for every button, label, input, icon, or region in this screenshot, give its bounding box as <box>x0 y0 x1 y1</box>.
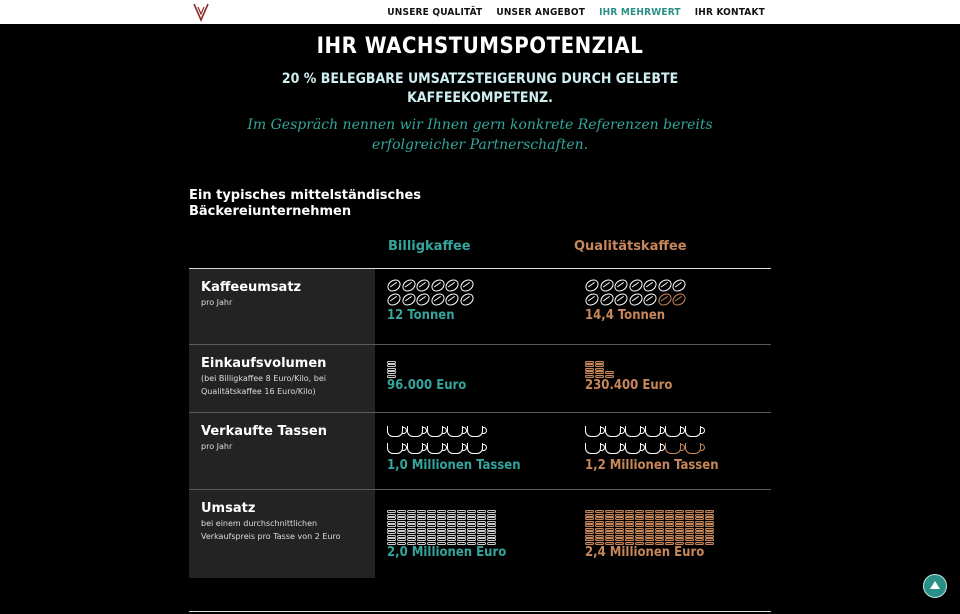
bean-icon <box>598 291 616 308</box>
coin-icon <box>387 364 396 367</box>
table-row <box>189 413 771 490</box>
coin-stack-icon <box>397 510 406 545</box>
coin-icon <box>675 524 684 527</box>
bean-icon <box>458 291 476 308</box>
coin-icon <box>417 531 426 534</box>
coin-icon <box>487 531 496 534</box>
coin-icon <box>665 524 674 527</box>
coin-icon <box>705 510 714 513</box>
coin-icon <box>615 538 624 541</box>
cup-icon <box>387 426 403 437</box>
coin-icon <box>467 524 476 527</box>
coin-stack-icon <box>595 361 604 379</box>
coin-icon <box>625 538 634 541</box>
bean-icon <box>627 277 645 294</box>
bean-icon <box>385 277 403 294</box>
coin-icon <box>467 517 476 520</box>
coin-icon <box>457 524 466 527</box>
coin-icon <box>427 517 436 520</box>
cup-icon <box>685 426 701 437</box>
divider <box>189 611 771 612</box>
coin-icon <box>467 531 476 534</box>
coin-icon <box>655 510 664 513</box>
coin-icon <box>487 524 496 527</box>
table-row <box>189 269 771 345</box>
coin-icon <box>447 517 456 520</box>
row-subtitle: bei einem durchschnittlichen Verkaufspreis pro Tasse von 2 Euro <box>201 519 341 541</box>
table-row <box>189 490 771 578</box>
coin-icon <box>625 531 634 534</box>
coin-icon <box>457 538 466 541</box>
coin-icon <box>437 531 446 534</box>
coin-stack-icon <box>447 510 456 545</box>
coin-stack-icon <box>387 510 396 545</box>
coin-icon <box>397 517 406 520</box>
coin-icon <box>447 510 456 513</box>
bean-icon <box>443 291 461 308</box>
cup-icon <box>387 443 403 454</box>
coin-icon <box>705 524 714 527</box>
scroll-to-top-button[interactable] <box>923 574 947 598</box>
coin-stack-icon <box>675 510 684 545</box>
comparison-table <box>189 268 771 578</box>
nav-item-qualitaet[interactable]: UNSERE QUALITÄT <box>387 6 483 18</box>
coin-icon <box>477 517 486 520</box>
coin-icon <box>635 524 644 527</box>
coin-icon <box>665 531 674 534</box>
coin-icon <box>695 538 704 541</box>
coin-icon <box>397 531 406 534</box>
coin-icon <box>685 531 694 534</box>
cell-billig <box>375 413 573 489</box>
cell-qualitaet <box>573 345 771 412</box>
coin-icon <box>645 531 654 534</box>
top-navigation-bar <box>0 0 960 24</box>
coin-icon <box>625 510 634 513</box>
cup-icon <box>427 443 443 454</box>
coin-stack-icon <box>387 361 396 379</box>
coin-stack-icon <box>387 501 573 545</box>
cup-icon <box>665 426 681 437</box>
row-subtitle: pro Jahr <box>201 442 233 451</box>
cell-billig <box>375 345 573 412</box>
bean-icon <box>656 277 674 294</box>
cup-icon <box>665 443 681 454</box>
coin-icon <box>705 538 714 541</box>
coin-icon <box>407 524 416 527</box>
coin-icon <box>685 538 694 541</box>
coin-icon <box>585 524 594 527</box>
coin-icon <box>407 517 416 520</box>
coin-icon <box>585 371 594 374</box>
row-label <box>189 269 375 344</box>
value-qualitaet: 1,2 Millionen Tassen <box>585 458 719 473</box>
coin-icon <box>605 531 614 534</box>
coin-icon <box>585 364 594 367</box>
coin-icon <box>407 538 416 541</box>
cell-qualitaet <box>573 413 771 489</box>
coin-icon <box>467 538 476 541</box>
coin-icon <box>427 524 436 527</box>
coin-stack-icon <box>605 510 614 545</box>
coin-stack-icon <box>477 510 486 545</box>
coin-icon <box>615 517 624 520</box>
nav-item-kontakt[interactable]: IHR KONTAKT <box>694 6 765 18</box>
coin-icon <box>417 538 426 541</box>
table-row <box>189 345 771 413</box>
coin-icon <box>645 524 654 527</box>
coin-icon <box>595 510 604 513</box>
nav-item-angebot[interactable]: UNSER ANGEBOT <box>496 6 586 18</box>
bean-icon <box>641 291 659 308</box>
coin-icon <box>427 531 436 534</box>
coin-stack-icon <box>655 510 664 545</box>
coin-icon <box>685 510 694 513</box>
cup-icon <box>585 426 601 437</box>
bean-icon <box>429 291 447 308</box>
column-header-billig: Billigkaffee <box>388 239 471 254</box>
coin-icon <box>397 524 406 527</box>
coin-icon <box>605 538 614 541</box>
coin-icon <box>467 510 476 513</box>
cell-qualitaet <box>573 269 771 344</box>
coin-icon <box>685 517 694 520</box>
coin-stack-icon <box>605 371 614 378</box>
bean-icon <box>429 277 447 294</box>
coin-stack-icon <box>457 510 466 545</box>
cup-icon <box>625 426 641 437</box>
row-label <box>189 345 375 412</box>
coin-icon <box>447 524 456 527</box>
coin-stack-icon <box>595 510 604 545</box>
bean-icon <box>400 277 418 294</box>
coin-icon <box>417 524 426 527</box>
cup-icon-group <box>585 424 715 458</box>
coin-icon <box>625 517 634 520</box>
cell-billig <box>375 490 573 578</box>
coin-icon <box>437 524 446 527</box>
coin-icon <box>595 531 604 534</box>
coin-icon <box>595 371 604 374</box>
coin-icon <box>457 531 466 534</box>
cup-icon <box>447 426 463 437</box>
coin-stack-icon <box>387 356 573 378</box>
coin-icon <box>595 538 604 541</box>
coin-icon <box>695 517 704 520</box>
coin-icon <box>427 510 436 513</box>
coin-icon <box>605 517 614 520</box>
coin-icon <box>437 510 446 513</box>
coin-stack-icon <box>705 510 714 545</box>
coin-icon <box>605 524 614 527</box>
coin-icon <box>585 531 594 534</box>
bean-icon <box>458 277 476 294</box>
row-subtitle: (bei Billigkaffee 8 Euro/Kilo, bei Qualitätskaffee 16 Euro/Kilo) <box>201 374 326 396</box>
cup-icon-group <box>387 424 497 458</box>
cup-icon <box>605 443 621 454</box>
coin-icon <box>585 517 594 520</box>
coin-icon <box>605 371 614 374</box>
page-title: IHR WACHSTUMSPOTENZIAL <box>316 34 644 59</box>
coin-icon <box>625 524 634 527</box>
coin-icon <box>675 531 684 534</box>
coin-icon <box>665 538 674 541</box>
coin-icon <box>665 510 674 513</box>
bean-icon <box>385 291 403 308</box>
bean-icon <box>400 291 418 308</box>
coin-icon <box>615 531 624 534</box>
nav-item-mehrwert[interactable]: IHR MEHRWERT <box>599 6 681 18</box>
cup-icon <box>407 426 423 437</box>
main-nav <box>387 0 765 24</box>
row-title: Verkaufte Tassen <box>201 424 327 439</box>
bean-icon <box>583 277 601 294</box>
row-title: Umsatz <box>201 501 256 516</box>
coin-stack-icon <box>585 510 594 545</box>
bean-icon-group <box>585 280 690 308</box>
cup-icon <box>685 443 701 454</box>
coin-icon <box>645 517 654 520</box>
coin-icon <box>427 538 436 541</box>
coin-icon <box>477 524 486 527</box>
coin-icon <box>437 517 446 520</box>
coin-stack-icon <box>427 510 436 545</box>
bean-icon <box>414 277 432 294</box>
coin-icon <box>397 510 406 513</box>
row-label <box>189 413 375 489</box>
value-billig: 12 Tonnen <box>387 308 455 323</box>
bean-icon <box>670 291 688 308</box>
coin-icon <box>615 510 624 513</box>
row-title: Kaffeeumsatz <box>201 280 302 295</box>
bean-icon <box>656 291 674 308</box>
cup-icon <box>467 443 483 454</box>
coin-stack-icon <box>585 356 771 378</box>
coin-icon <box>595 524 604 527</box>
coin-icon <box>397 538 406 541</box>
value-qualitaet: 14,4 Tonnen <box>585 308 666 323</box>
coin-icon <box>675 538 684 541</box>
coin-icon <box>417 510 426 513</box>
coin-icon <box>387 510 396 513</box>
coin-stack-icon <box>645 510 654 545</box>
coin-icon <box>635 510 644 513</box>
coin-icon <box>615 524 624 527</box>
coin-icon <box>477 531 486 534</box>
bean-icon <box>443 277 461 294</box>
cell-billig <box>375 269 573 344</box>
row-title: Einkaufsvolumen <box>201 356 327 371</box>
coin-stack-icon <box>635 510 644 545</box>
bean-icon <box>598 277 616 294</box>
coin-stack-icon <box>487 510 496 545</box>
coin-icon <box>387 538 396 541</box>
coin-icon <box>645 510 654 513</box>
coin-icon <box>457 517 466 520</box>
coin-icon <box>487 510 496 513</box>
coin-icon <box>645 538 654 541</box>
coin-stack-icon <box>437 510 446 545</box>
comparison-heading-line2: Bäckereiunternehmen <box>189 204 352 219</box>
coin-icon <box>407 531 416 534</box>
coin-icon <box>457 510 466 513</box>
page-subtitle: 20 % BELEGBARE UMSATZSTEIGERUNG DURCH GELEBTE KAFFEEKOMPETENZ. <box>281 71 679 106</box>
coin-icon <box>695 531 704 534</box>
coin-icon <box>477 538 486 541</box>
bean-icon <box>612 277 630 294</box>
coin-icon <box>705 531 714 534</box>
comparison-heading-line1: Ein typisches mittelständisches <box>189 188 422 203</box>
cup-icon <box>467 426 483 437</box>
coin-icon <box>595 364 604 367</box>
cup-icon <box>605 426 621 437</box>
bean-icon <box>641 277 659 294</box>
coin-icon <box>417 517 426 520</box>
coin-icon <box>387 524 396 527</box>
coin-stack-icon <box>665 510 674 545</box>
coin-stack-icon <box>685 510 694 545</box>
coin-stack-icon <box>407 510 416 545</box>
coin-icon <box>447 538 456 541</box>
coin-icon <box>705 542 714 545</box>
coin-icon <box>387 371 396 374</box>
coin-icon <box>437 538 446 541</box>
coin-icon <box>655 531 664 534</box>
column-header-qualitaet: Qualitätskaffee <box>574 239 687 254</box>
coin-icon <box>635 531 644 534</box>
coin-icon <box>695 524 704 527</box>
value-qualitaet: 2,4 Millionen Euro <box>585 545 705 560</box>
coin-icon <box>635 538 644 541</box>
cup-icon <box>407 443 423 454</box>
coin-icon <box>675 510 684 513</box>
bean-icon <box>627 291 645 308</box>
coin-stack-icon <box>585 501 771 545</box>
coin-icon <box>387 517 396 520</box>
comparison-heading <box>189 188 449 220</box>
coin-stack-icon <box>417 510 426 545</box>
coin-icon <box>695 510 704 513</box>
coin-icon <box>477 510 486 513</box>
coin-stack-icon <box>585 361 594 379</box>
hero-section <box>0 24 960 155</box>
coin-icon <box>585 538 594 541</box>
value-qualitaet: 230.400 Euro <box>585 378 673 393</box>
coin-stack-icon <box>615 510 624 545</box>
cup-icon <box>447 443 463 454</box>
coin-stack-icon <box>467 510 476 545</box>
coin-icon <box>655 538 664 541</box>
coin-icon <box>487 517 496 520</box>
bean-icon <box>414 291 432 308</box>
coin-icon <box>605 510 614 513</box>
row-label <box>189 490 375 578</box>
coin-icon <box>655 517 664 520</box>
coin-icon <box>635 517 644 520</box>
coin-icon <box>585 510 594 513</box>
cup-icon <box>585 443 601 454</box>
bean-icon <box>583 291 601 308</box>
coin-icon <box>487 538 496 541</box>
coin-icon <box>407 510 416 513</box>
coin-stack-icon <box>625 510 634 545</box>
cup-icon <box>645 443 661 454</box>
value-billig: 96.000 Euro <box>387 378 467 393</box>
value-billig: 2,0 Millionen Euro <box>387 545 507 560</box>
coin-icon <box>685 524 694 527</box>
cell-qualitaet <box>573 490 771 578</box>
coin-icon <box>387 531 396 534</box>
coin-icon <box>705 517 714 520</box>
logo-icon[interactable] <box>192 2 210 22</box>
coin-stack-icon <box>695 510 704 545</box>
row-subtitle: pro Jahr <box>201 298 233 307</box>
value-billig: 1,0 Millionen Tassen <box>387 458 521 473</box>
bean-icon <box>670 277 688 294</box>
coin-icon <box>447 531 456 534</box>
coin-icon <box>665 517 674 520</box>
coin-icon <box>675 517 684 520</box>
intro-text: Im Gespräch nennen wir Ihnen gern konkrete Referenzen bereits erfolgreicher Partnerschaften. <box>247 117 713 153</box>
bean-icon <box>612 291 630 308</box>
coin-icon <box>655 524 664 527</box>
cup-icon <box>645 426 661 437</box>
cup-icon <box>427 426 443 437</box>
coin-icon <box>595 517 604 520</box>
bean-icon-group <box>387 280 477 308</box>
cup-icon <box>625 443 641 454</box>
